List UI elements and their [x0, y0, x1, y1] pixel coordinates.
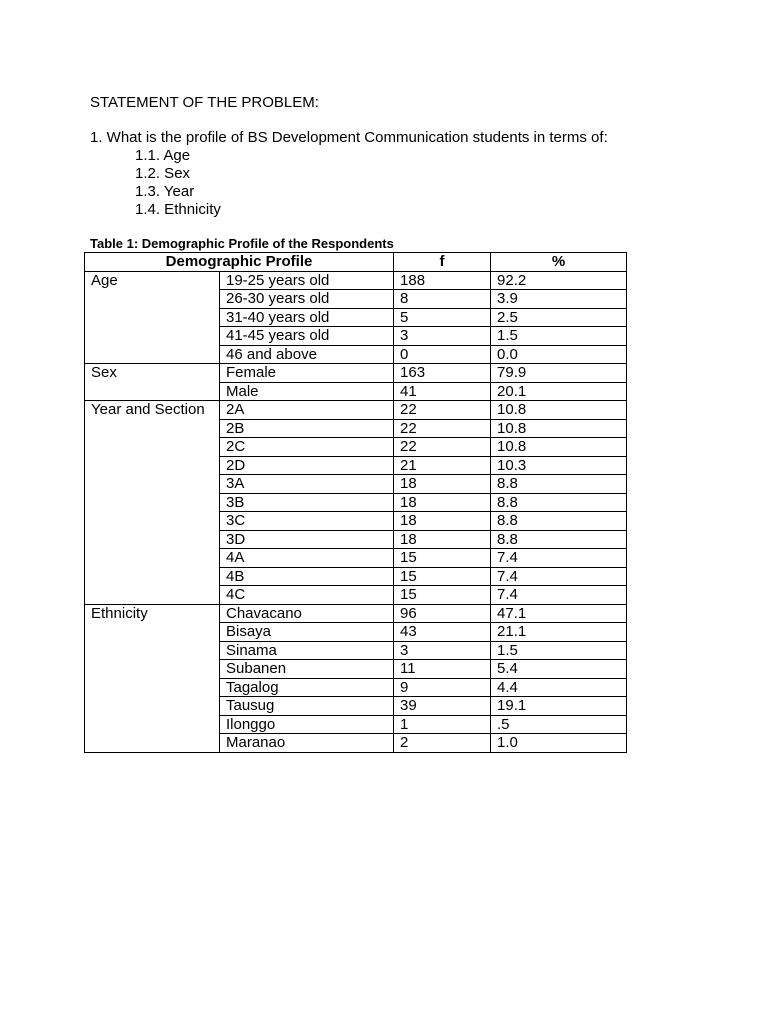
percent-cell: 10.8	[491, 419, 627, 438]
frequency-cell: 15	[394, 586, 491, 605]
percent-cell: 3.9	[491, 290, 627, 309]
group-label: Ethnicity	[85, 604, 220, 752]
category-cell: Sinama	[220, 641, 394, 660]
frequency-cell: 15	[394, 549, 491, 568]
percent-cell: 1.5	[491, 327, 627, 346]
frequency-cell: 41	[394, 382, 491, 401]
frequency-cell: 39	[394, 697, 491, 716]
category-cell: Female	[220, 364, 394, 383]
header-percent: %	[491, 253, 627, 272]
category-cell: 2C	[220, 438, 394, 457]
category-cell: 3D	[220, 530, 394, 549]
percent-cell: 4.4	[491, 678, 627, 697]
category-cell: Male	[220, 382, 394, 401]
percent-cell: 92.2	[491, 271, 627, 290]
group-label: Year and Section	[85, 401, 220, 605]
frequency-cell: 18	[394, 475, 491, 494]
percent-cell: 0.0	[491, 345, 627, 364]
percent-cell: 1.0	[491, 734, 627, 753]
frequency-cell: 11	[394, 660, 491, 679]
category-cell: 41-45 years old	[220, 327, 394, 346]
research-question: 1. What is the profile of BS Development Communication students in terms of:	[90, 129, 608, 146]
question-subitems	[135, 147, 221, 219]
category-cell: 3A	[220, 475, 394, 494]
category-cell: 4B	[220, 567, 394, 586]
percent-cell: 10.8	[491, 438, 627, 457]
frequency-cell: 18	[394, 493, 491, 512]
frequency-cell: 43	[394, 623, 491, 642]
category-cell: 2A	[220, 401, 394, 420]
frequency-cell: 8	[394, 290, 491, 309]
demographic-profile-table	[84, 252, 627, 753]
percent-cell: 10.8	[491, 401, 627, 420]
table-header-row	[85, 253, 627, 272]
frequency-cell: 3	[394, 327, 491, 346]
frequency-cell: 2	[394, 734, 491, 753]
frequency-cell: 3	[394, 641, 491, 660]
frequency-cell: 9	[394, 678, 491, 697]
percent-cell: 7.4	[491, 549, 627, 568]
category-cell: 2B	[220, 419, 394, 438]
frequency-cell: 96	[394, 604, 491, 623]
category-cell: Chavacano	[220, 604, 394, 623]
percent-cell: 79.9	[491, 364, 627, 383]
header-demographic-profile: Demographic Profile	[85, 253, 394, 272]
percent-cell: 5.4	[491, 660, 627, 679]
frequency-cell: 15	[394, 567, 491, 586]
percent-cell: 1.5	[491, 641, 627, 660]
group-label: Sex	[85, 364, 220, 401]
section-heading: STATEMENT OF THE PROBLEM:	[90, 94, 319, 111]
percent-cell: .5	[491, 715, 627, 734]
frequency-cell: 18	[394, 512, 491, 531]
category-cell: Tausug	[220, 697, 394, 716]
frequency-cell: 163	[394, 364, 491, 383]
percent-cell: 21.1	[491, 623, 627, 642]
table-row	[85, 271, 627, 290]
percent-cell: 20.1	[491, 382, 627, 401]
table-body	[85, 271, 627, 752]
table-row	[85, 401, 627, 420]
frequency-cell: 18	[394, 530, 491, 549]
category-cell: 2D	[220, 456, 394, 475]
percent-cell: 2.5	[491, 308, 627, 327]
percent-cell: 47.1	[491, 604, 627, 623]
category-cell: Maranao	[220, 734, 394, 753]
category-cell: 3C	[220, 512, 394, 531]
percent-cell: 10.3	[491, 456, 627, 475]
percent-cell: 8.8	[491, 493, 627, 512]
category-cell: Tagalog	[220, 678, 394, 697]
subitem-age: 1.1. Age	[135, 147, 191, 164]
category-cell: 3B	[220, 493, 394, 512]
category-cell: 26-30 years old	[220, 290, 394, 309]
percent-cell: 7.4	[491, 567, 627, 586]
category-cell: 31-40 years old	[220, 308, 394, 327]
percent-cell: 8.8	[491, 475, 627, 494]
group-label: Age	[85, 271, 220, 364]
frequency-cell: 5	[394, 308, 491, 327]
frequency-cell: 0	[394, 345, 491, 364]
percent-cell: 8.8	[491, 512, 627, 531]
table-row	[85, 604, 627, 623]
header-frequency: f	[394, 253, 491, 272]
subitem-ethnicity: 1.4. Ethnicity	[135, 201, 221, 218]
frequency-cell: 21	[394, 456, 491, 475]
frequency-cell: 22	[394, 419, 491, 438]
table-caption: Table 1: Demographic Profile of the Respondents	[90, 236, 394, 251]
category-cell: 19-25 years old	[220, 271, 394, 290]
frequency-cell: 1	[394, 715, 491, 734]
category-cell: 4C	[220, 586, 394, 605]
frequency-cell: 188	[394, 271, 491, 290]
category-cell: Bisaya	[220, 623, 394, 642]
percent-cell: 8.8	[491, 530, 627, 549]
category-cell: 4A	[220, 549, 394, 568]
frequency-cell: 22	[394, 401, 491, 420]
frequency-cell: 22	[394, 438, 491, 457]
category-cell: Ilonggo	[220, 715, 394, 734]
category-cell: Subanen	[220, 660, 394, 679]
category-cell: 46 and above	[220, 345, 394, 364]
percent-cell: 19.1	[491, 697, 627, 716]
percent-cell: 7.4	[491, 586, 627, 605]
table-row	[85, 364, 627, 383]
subitem-year: 1.3. Year	[135, 183, 195, 200]
subitem-sex: 1.2. Sex	[135, 165, 191, 182]
